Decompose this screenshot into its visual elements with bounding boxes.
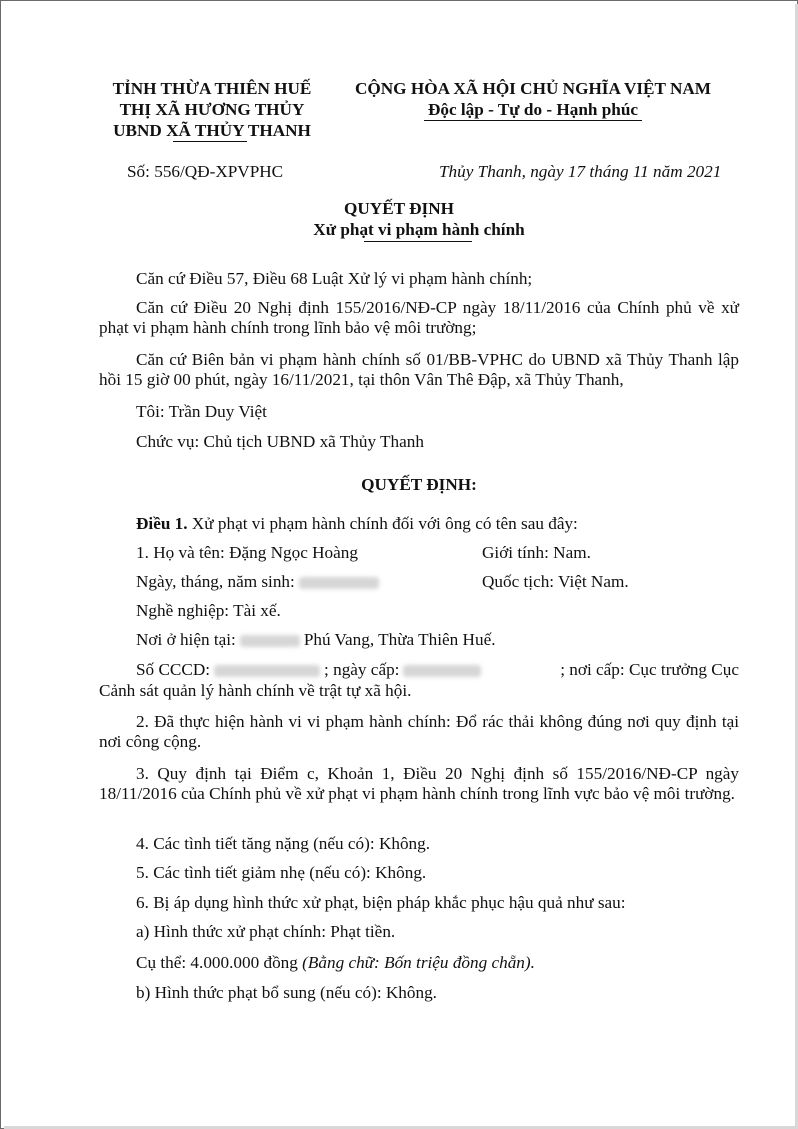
cccd-date-label: ; ngày cấp: — [324, 660, 400, 679]
item-6-penalty: 6. Bị áp dụng hình thức xử phạt, biện pháp khắc phục hậu quả như sau: — [136, 893, 626, 912]
offender-dob-row — [136, 572, 383, 592]
basis-position: Chức vụ: Chủ tịch UBND xã Thủy Thanh — [136, 432, 424, 451]
cccd-issuer: Cảnh sát quản lý hành chính về trật tự xã hội. — [99, 681, 412, 700]
item-3-regulation: 3. Quy định tại Điểm c, Khoản 1, Điều 20 Nghị định số 155/2016/NĐ-CP ngày 18/11/2016 của Chính phủ về xử phạt vi phạm hành chính trong lĩnh vực bảo vệ môi trường. — [99, 764, 739, 803]
basis-signer: Tôi: Trần Duy Việt — [136, 402, 267, 421]
offender-nationality: Quốc tịch: Việt Nam. — [482, 572, 629, 591]
article-1-label: Điều 1. — [136, 514, 188, 533]
fine-amount: Cụ thể: 4.000.000 đồng — [136, 953, 303, 972]
agency-underline — [173, 141, 247, 142]
decision-number: Số: 556/QĐ-XPVPHC — [127, 162, 284, 181]
basis-1: Căn cứ Điều 57, Điều 68 Luật Xử lý vi phạm hành chính; — [136, 269, 533, 288]
basis-2: Căn cứ Điều 20 Nghị định 155/2016/NĐ-CP ngày 18/11/2016 của Chính phủ về xử phạt vi phạm hành chính trong lĩnh bảo vệ môi trường; — [99, 298, 739, 337]
document-subtitle: Xử phạt vi phạm hành chính — [313, 220, 525, 239]
redacted-cccd — [214, 665, 320, 677]
residence-label: Nơi ở hiện tại: — [136, 630, 236, 649]
dob-label: Ngày, tháng, năm sinh: — [136, 572, 295, 591]
document-title: QUYẾT ĐỊNH — [344, 199, 454, 218]
item-6a-main-penalty: a) Hình thức xử phạt chính: Phạt tiền. — [136, 922, 396, 941]
redacted-dob — [299, 577, 379, 589]
subtitle-underline — [364, 241, 472, 242]
redacted-residence — [240, 635, 300, 647]
article-1-text: Xử phạt vi phạm hành chính đối với ông có tên sau đây: — [187, 514, 578, 533]
motto-underline — [424, 120, 642, 121]
agency-province: TỈNH THỪA THIÊN HUẾ — [112, 79, 312, 98]
item-6b-additional-penalty: b) Hình thức phạt bổ sung (nếu có): Không. — [136, 983, 437, 1002]
offender-occupation: Nghề nghiệp: Tài xế. — [136, 601, 281, 620]
decision-heading: QUYẾT ĐỊNH: — [361, 475, 477, 494]
redacted-cccd-date — [403, 665, 481, 677]
fine-amount-row — [136, 953, 535, 973]
national-title: CỘNG HÒA XÃ HỘI CHỦ NGHĨA VIỆT NAM — [354, 79, 712, 98]
item-5-mitigating: 5. Các tình tiết giảm nhẹ (nếu có): Không. — [136, 863, 427, 882]
offender-name: 1. Họ và tên: Đặng Ngọc Hoàng — [136, 543, 358, 562]
basis-3: Căn cứ Biên bản vi phạm hành chính số 01/BB-VPHC do UBND xã Thủy Thanh lập hồi 15 giờ 00 phút, ngày 16/11/2021, tại thôn Vân Thê Đập, xã Thủy Thanh, — [99, 350, 739, 389]
agency-commune: UBND XÃ THỦY THANH — [113, 121, 311, 140]
national-motto: Độc lập - Tự do - Hạnh phúc — [427, 100, 639, 119]
article-1-intro — [136, 514, 578, 534]
residence-rest: Phú Vang, Thừa Thiên Huế. — [303, 630, 496, 649]
agency-town: THỊ XÃ HƯƠNG THỦY — [119, 100, 305, 119]
offender-gender: Giới tính: Nam. — [482, 543, 591, 562]
cccd-issuer-label: ; nơi cấp: Cục trưởng Cục — [560, 660, 739, 679]
offender-cccd-row — [136, 660, 739, 680]
offender-residence — [136, 630, 496, 650]
item-4-aggravating: 4. Các tình tiết tăng nặng (nếu có): Không. — [136, 834, 431, 853]
item-2-violation: 2. Đã thực hiện hành vi vi phạm hành chính: Đổ rác thải không đúng nơi quy định tại nơi công cộng. — [99, 712, 739, 751]
place-date: Thủy Thanh, ngày 17 tháng 11 năm 2021 — [439, 162, 722, 181]
cccd-label: Số CCCD: — [136, 660, 211, 679]
fine-amount-words: (Bằng chữ: Bốn triệu đồng chẵn). — [302, 953, 535, 972]
